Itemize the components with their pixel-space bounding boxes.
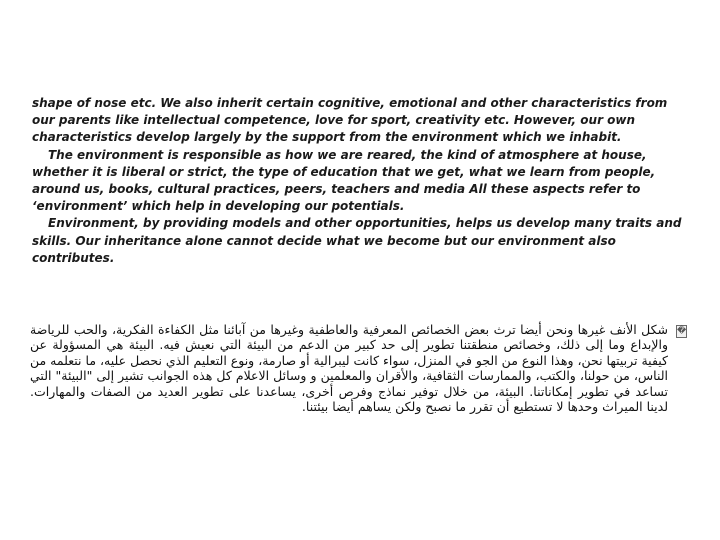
arabic-paragraph: شكل الأنف غيرها ونحن أيضا ترث بعض الخصائص المعرفية والعاطفية وغيرها من آبائنا مثل الكفاءة الفكرية، والحب للرياضة والإبداع وما إلى ذلك، وخصائص منطقتنا تطوير إلى حد كبير من الدعم من البيئة التي نعيش فيه. البيئة هي المسؤولة عن كيفية تربيتها نحن، وهذا النوع من الجو في المنزل، سواء كانت ليبرالية أو صارمة، ونوع التعليم الذي نحصل عليه، ما نتعلمه من الناس، من حولنا، والكتب، والممارسات الثقافية، والأقران والمعلمين و وسائل الاعلام كل هذه الجوانب تشير إلى "البيئة" التي تساعد في تطوير إمكاناتنا. البيئة، من خلال توفير نماذج وفرص أخرى، يساعدنا على تطوير العديد من الصفات والمهارات. لدينا الميراث وحدها لا تستطيع أن تقرر ما نصبح ولكن يساهم أيضا بيئتنا. <box>30 322 668 415</box>
english-text-block <box>32 95 692 267</box>
arabic-text-block <box>30 322 668 414</box>
bullet-glyph-icon: � <box>677 326 687 336</box>
english-paragraph-3: Environment, by providing models and other opportunities, helps us develop many traits and skills. Our inheritance alone cannot decide what we become but our environment also contributes. <box>32 216 682 265</box>
english-paragraph-1: shape of nose etc. We also inherit certain cognitive, emotional and other characteristics from our parents like intellectual competence, love for sport, creativity etc. However, our own characteristics develop largely by the support from the environment which we inhabit. <box>32 96 668 145</box>
english-paragraph-2: The environment is responsible as how we are reared, the kind of atmosphere at house, whether it is liberal or strict, the type of education that we get, what we learn from people, around us, books, cultural practices, peers, teachers and media All these aspects refer to ‘environment’ which help in developing our potentials. <box>32 147 656 214</box>
